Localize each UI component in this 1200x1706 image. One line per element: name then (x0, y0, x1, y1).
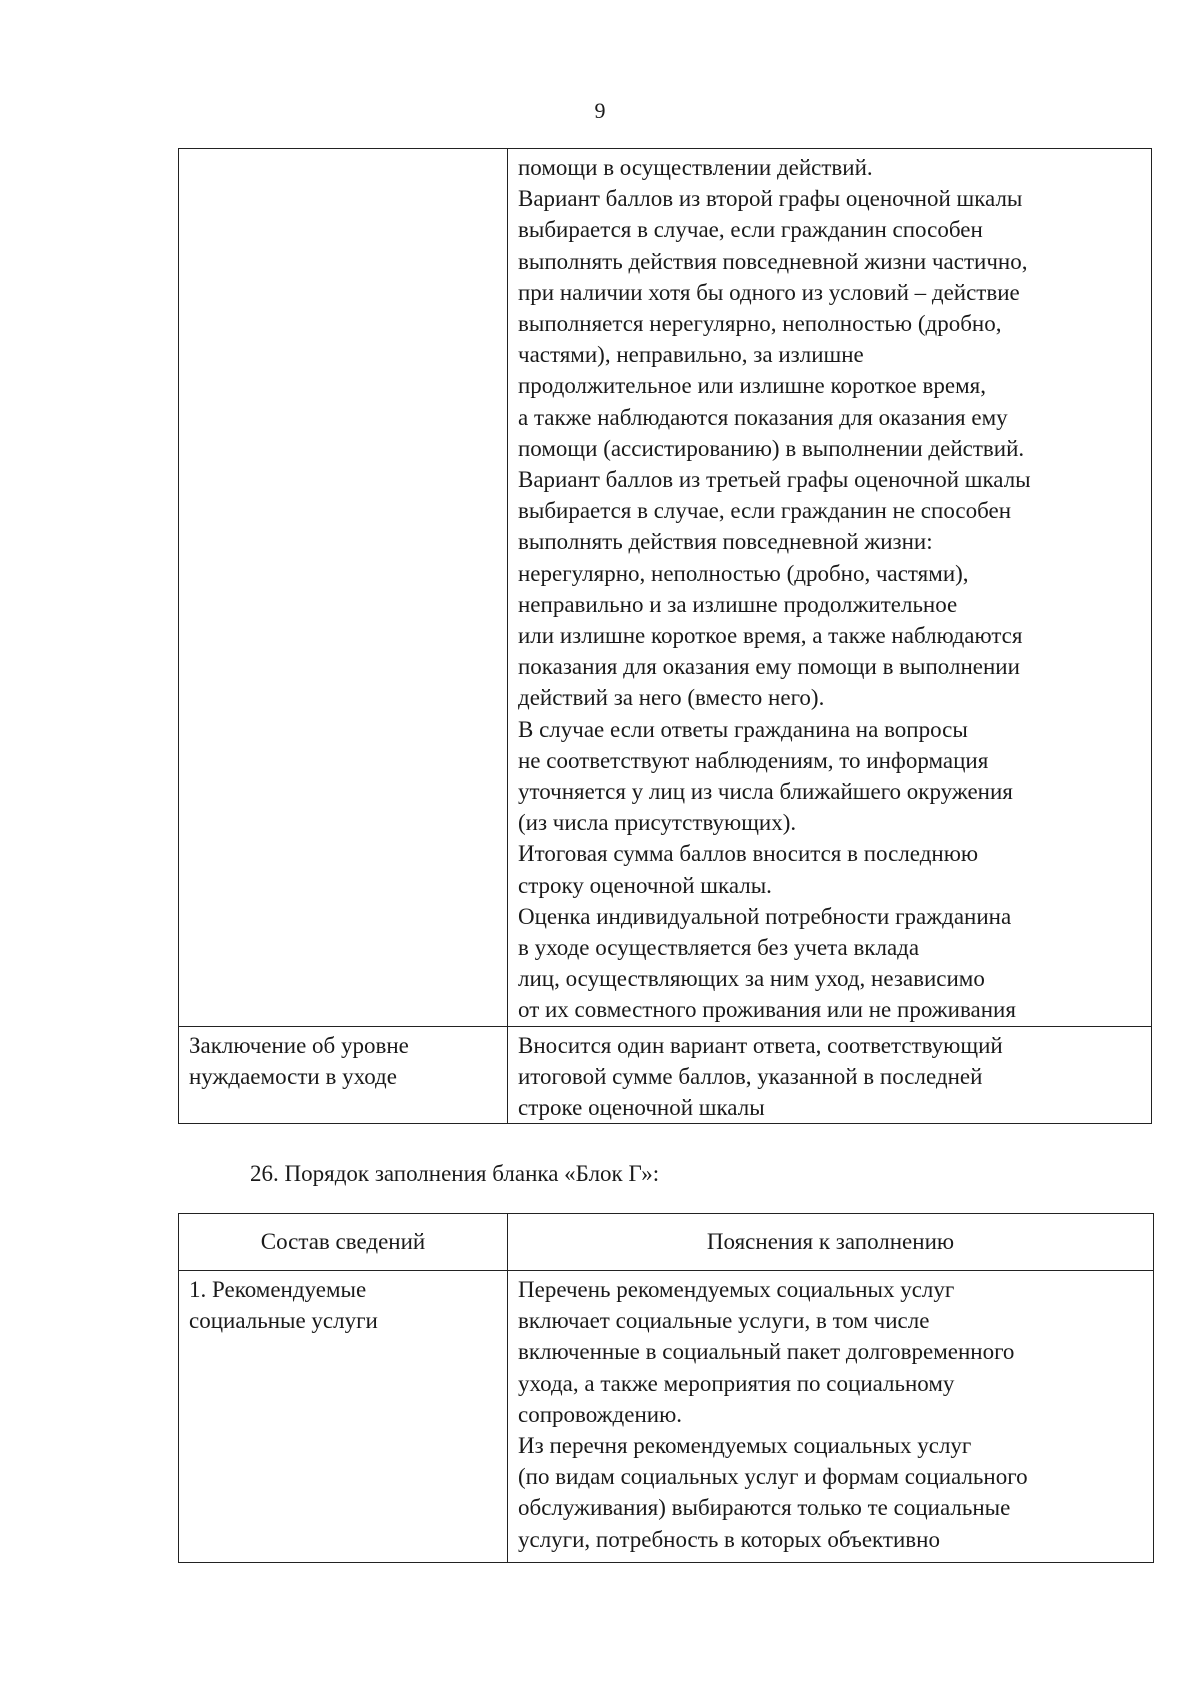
field-explanation: Перечень рекомендуемых социальных услуг включает социальные услуги, в том числе включенные в социальный пакет долговременного ухода, а также мероприятия по социальному сопровождению. Из перечня рекомендуемых социальных услуг (по видам социальных услуг и формам социального обслуживания) выбираются только те социальные услуги, потребность в которых объективно (518, 1277, 1028, 1552)
table-cell-explanation (508, 1271, 1154, 1563)
column-header-explanations: Пояснения к заполнению (508, 1214, 1154, 1271)
page-number: 9 (594, 98, 606, 123)
field-name: Заключение об уровне нуждаемости в уходе (189, 1032, 409, 1089)
table-cell-field (179, 1271, 508, 1563)
table-row (179, 1271, 1154, 1563)
table-row (179, 149, 1152, 1027)
section-heading: 26. Порядок заполнения бланка «Блок Г»: (250, 1161, 660, 1186)
field-explanation: Вносится один вариант ответа, соответствующий итоговой сумме баллов, указанной в последней строке оценочной шкалы (518, 1032, 1003, 1121)
field-name: 1. Рекомендуемые социальные услуги (189, 1277, 378, 1334)
table-cell-explanation (508, 1026, 1152, 1124)
table-row (179, 1026, 1152, 1124)
field-explanation: помощи в осуществлении действий. Вариант баллов из второй графы оценочной шкалы выбирается в случае, если гражданин способен выполнять действия повседневной жизни частично, при наличии хотя бы одного из условий – действие выполняется нерегулярно, неполностью (дробно, частями), неправильно, за излишне продолжительное или излишне короткое время, а также наблюдаются показания для оказания ему помощи (ассистированию) в выполнении действий. Вариант баллов из третьей графы оценочной шкалы выбирается в случае, если гражданин не способен выполнять действия повседневной жизни: нерегулярно, неполностью (дробно, частями), неправильно и за излишне продолжительное или излишне короткое время, а также наблюдаются показания для оказания ему помощи в выполнении действий за него (вместо него). В случае если ответы гражданина на вопросы не соответствуют наблюдениям, то информация уточняется у лиц из числа ближайшего окружения (из числа присутствующих). Итоговая сумма баллов вносится в последнюю строку оценочной шкалы. Оценка индивидуальной потребности гражданина в уходе осуществляется без учета вклада лиц, осуществляющих за ним уход, независимо от их совместного проживания или не проживания (518, 155, 1031, 1023)
block-g-instructions-table (178, 1213, 1154, 1563)
table-header-row (179, 1214, 1154, 1271)
table-cell-field (179, 149, 508, 1027)
column-header-composition: Состав сведений (179, 1214, 508, 1271)
field-name (179, 149, 507, 152)
assessment-instructions-table (178, 148, 1152, 1124)
table-cell-field (179, 1026, 508, 1124)
table-cell-explanation (508, 149, 1152, 1027)
